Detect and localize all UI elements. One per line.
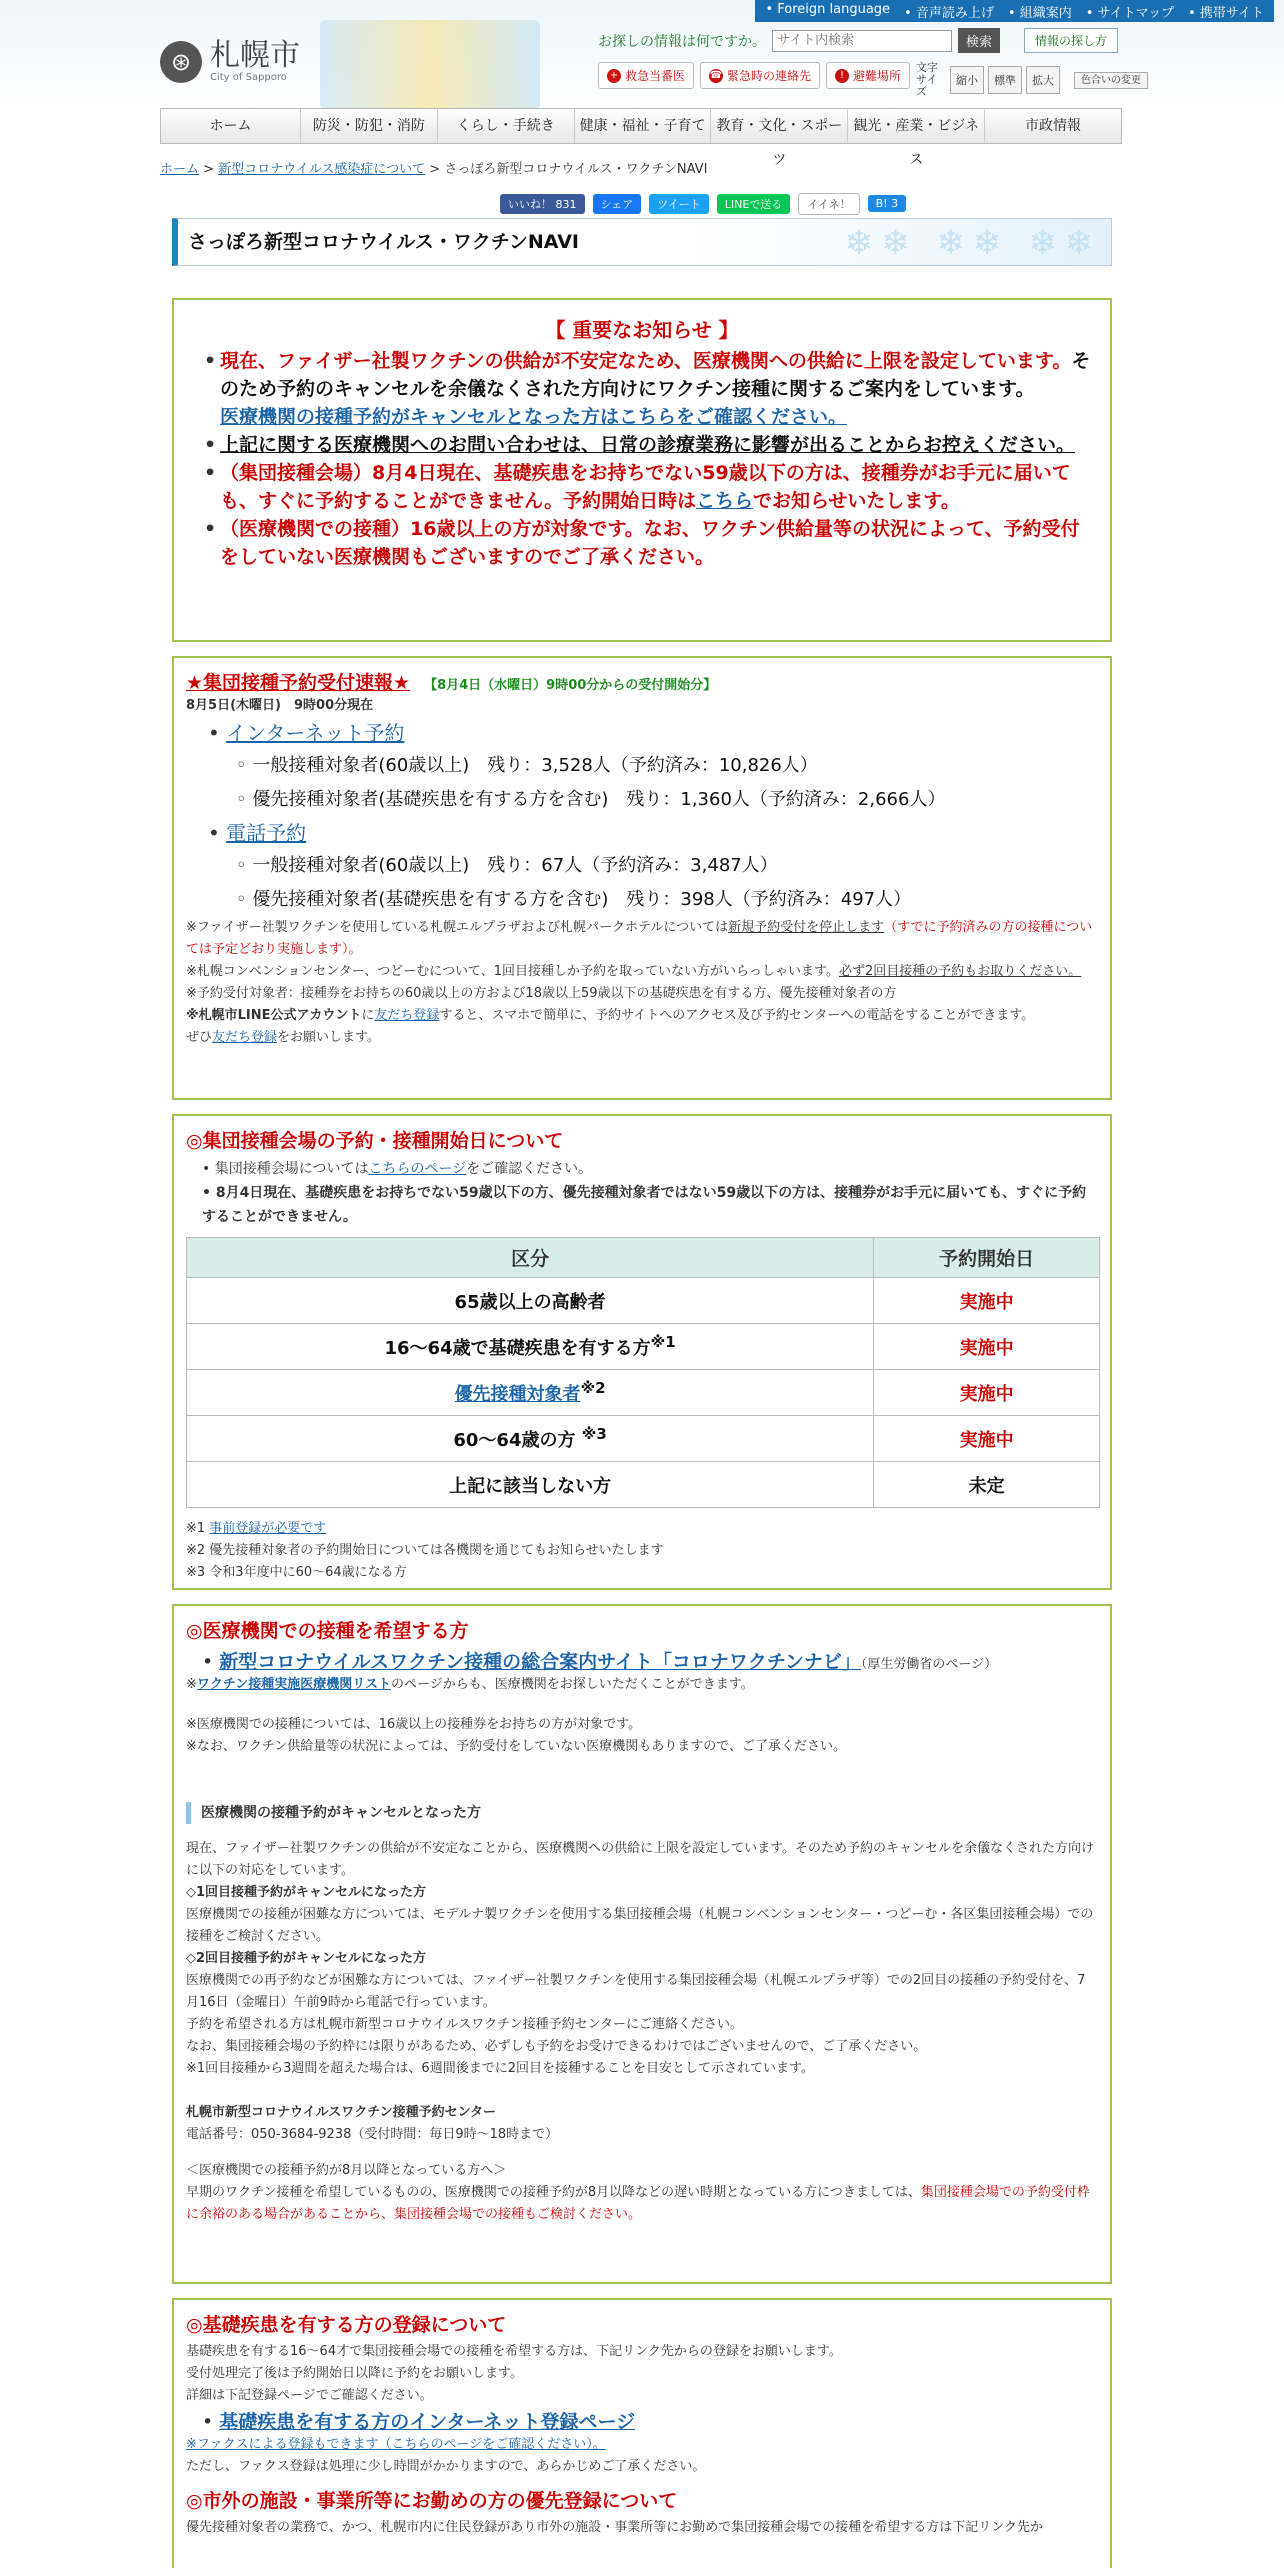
basic-text: ただし、ファクス登録は処理に少し時間がかかりますので、あらかじめご了承ください。 — [186, 2459, 706, 2474]
th-start-date: 予約開始日 — [874, 1238, 1100, 1278]
footnote: ※3 令和3年度中に60～64歳になる方 — [186, 1565, 407, 1580]
note-text: ※ — [186, 1677, 197, 1692]
basic-disease-registration — [172, 2298, 1112, 2568]
table-row — [187, 1370, 1100, 1416]
social-bar — [500, 192, 1075, 215]
note-text: （厚生労働省のページ） — [860, 1657, 998, 1672]
pre-registration-link[interactable]: 事前登録が必要です — [209, 1521, 327, 1536]
cancel-text: なお、集団接種会場の予約枠には限りがあるため、必ずしも予約をお受けできるわけではございませんので、ご了承ください。 — [186, 2039, 927, 2054]
flash-note — [186, 917, 1098, 961]
breadcrumb-sep: > — [199, 162, 219, 177]
fax-note — [186, 2434, 1098, 2456]
important-notice — [172, 298, 1112, 642]
emergency-doctor-label: 救急当番医 — [625, 69, 686, 83]
row-status: 実施中 — [874, 1370, 1100, 1416]
note-text: 新規予約受付を停止します — [728, 920, 885, 935]
line-friend-link-2[interactable]: 友だち登録 — [212, 1030, 278, 1045]
facebook-share-button[interactable]: シェア — [593, 194, 642, 214]
table-header — [187, 1238, 1100, 1278]
nav-tourism[interactable]: 観光・産業・ビジネス — [848, 109, 985, 143]
note-text: ※1 — [186, 1521, 210, 1536]
snowflake-icon: ❄❄ ❄❄ ❄❄ — [844, 223, 1101, 263]
link-mobile[interactable]: • 携帯サイト — [1188, 2, 1264, 20]
header-visual — [320, 20, 540, 110]
font-size-controls — [916, 62, 1148, 98]
table-row — [187, 1462, 1100, 1508]
logo-subtitle: City of Sapporo — [210, 72, 287, 83]
note-text: に — [361, 1008, 375, 1023]
basic-text: 優先接種対象者の業務で、かつ、札幌市内に住民登録があり市外の施設・事業所等にお勤めで集団接種会場での接種を希望する方は下記リンク先か — [186, 2520, 1043, 2535]
notice-text: （集団接種会場）8月4日現在、基礎疾患をお持ちでない59歳以下の方は、接種券がお手元に届いても、すぐに予約することができません。予約開始日時は — [220, 462, 1071, 512]
phone-reservation-link[interactable]: 電話予約 — [226, 821, 307, 845]
breadcrumb-current: さっぽろ新型コロナウイルス・ワクチンNAVI — [444, 162, 708, 177]
breadcrumb-sep: > — [425, 162, 445, 177]
list-note — [186, 1674, 1098, 1696]
tel-general: ◦ 一般接種対象者(60歳以上) 残り：67人（予約済み：3,487人） — [236, 849, 1098, 883]
nav-education[interactable]: 教育・文化・スポーツ — [711, 109, 848, 143]
flash-note: ※予約受付対象者：接種券をお持ちの60歳以上の方および18歳以上59歳以下の基礎疾患を有する方、優先接種対象者の方 — [186, 986, 897, 1001]
basic-text: 受付処理完了後は予約開始日以降に予約をお願いします。 — [186, 2366, 523, 2381]
internet-reservation-link[interactable]: インターネット予約 — [226, 721, 405, 745]
emergency-links — [598, 62, 910, 89]
flash-asof: 8月5日(木曜日) 9時00分現在 — [186, 698, 374, 713]
row-status: 実施中 — [874, 1416, 1100, 1462]
cancel-text: 医療機関での再予約などが困難な方については、ファイザー社製ワクチンを使用する集団接種会場（札幌エルプラザ等）での2回目の接種の予約受付を、7月16日（金曜日）午前9時から電話で行っています。 — [186, 1973, 1086, 2010]
link-sitemap[interactable]: • サイトマップ — [1086, 2, 1174, 20]
th-category: 区分 — [187, 1238, 874, 1278]
emergency-contact-button[interactable] — [700, 62, 820, 89]
find-info-button[interactable]: 情報の探し方 — [1024, 28, 1118, 53]
table-row — [187, 1324, 1100, 1370]
table-row — [187, 1278, 1100, 1324]
group-page-link[interactable]: こちらのページ — [368, 1161, 467, 1177]
group-bullet — [202, 1157, 1098, 1181]
row-category — [187, 1370, 874, 1416]
cancel-text: ◇2回目接種予約がキャンセルになった方 — [186, 1951, 427, 1966]
basic-text: 詳細は下記登録ページでご確認ください。 — [186, 2388, 433, 2403]
flash-note — [186, 1027, 1098, 1049]
note-text: のページからも、医療機関をお探しいただくことができます。 — [391, 1677, 754, 1692]
font-smaller-button[interactable]: 縮小 — [950, 66, 984, 94]
note-text: 必ず2回目接種の予約もお取りください。 — [838, 964, 1082, 979]
nav-disaster[interactable]: 防災・防犯・消防 — [301, 109, 438, 143]
basic-title: ◎基礎疾患を有する方の登録について — [186, 2314, 507, 2336]
line-friend-link[interactable]: 友だち登録 — [374, 1008, 440, 1023]
row-status: 実施中 — [874, 1324, 1100, 1370]
note-text: ※札幌市LINE公式アカウント — [186, 1008, 362, 1023]
emergency-contact-label: 緊急時の連絡先 — [727, 69, 812, 83]
notice-text: 上記に関する医療機関へのお問い合わせは、日常の診療業務に影響が出ることからお控えください。 — [220, 434, 1076, 456]
table-row — [187, 1416, 1100, 1462]
color-change-button[interactable]: 色合いの変更 — [1074, 72, 1148, 89]
footnote-mark: ※1 — [650, 1333, 676, 1351]
flash-start: 【8月4日（水曜日）9時00分からの受付開始分】 — [424, 678, 717, 693]
run-icon: ! — [835, 69, 849, 83]
font-standard-button[interactable]: 標準 — [988, 66, 1022, 94]
site-header — [0, 0, 1284, 110]
row-status: 未定 — [874, 1462, 1100, 1508]
note-text: 早期のワクチン接種を希望しているものの、医療機関での接種予約が8月以降などの遅い時期となっている方につきましては、 — [186, 2185, 921, 2200]
fax-registration-link[interactable]: ※ファクスによる登録もできます（こちらのページをご確認ください）。 — [186, 2437, 606, 2452]
page-title-text: さっぽろ新型コロナウイルス・ワクチンNAVI — [188, 231, 580, 253]
line-button[interactable]: LINEで送る — [717, 194, 791, 214]
note-text: 集団接種会場については — [214, 1161, 369, 1177]
registration-item: • 基礎疾患を有する方のインターネット登録ページ — [202, 2411, 636, 2433]
notice-item — [208, 431, 1098, 459]
flash-note — [186, 1005, 1098, 1027]
group-bullet: • 8月4日現在、基礎疾患をお持ちでない59歳以下の方、優先接種対象者ではない59歳以下の方は、接種券がお手元に届いても、すぐに予約することができません。 — [202, 1181, 1098, 1229]
cancel-section-title: 医療機関の接種予約がキャンセルとなった方 — [186, 1802, 1098, 1824]
tweet-button[interactable]: ツイート — [649, 194, 708, 214]
notice-text: 現在、ファイザー社製ワクチンの供給が不安定なため、医療機関への供給に上限を設定しています。 — [220, 350, 1072, 372]
row-category — [187, 1462, 874, 1508]
notice-item — [208, 347, 1098, 431]
font-larger-button[interactable]: 拡大 — [1026, 66, 1060, 94]
flash-title: ★集団接種予約受付速報★ — [186, 672, 411, 694]
footnote: ※2 優先接種対象者の予約開始日については各機関を通じてもお知らせいたします — [186, 1543, 664, 1558]
cell-text: 60～64歳の方 — [453, 1430, 582, 1451]
nav-health[interactable]: 健康・福祉・子育て — [575, 109, 712, 143]
footnote-mark: ※2 — [580, 1379, 606, 1397]
breadcrumb — [160, 158, 707, 177]
emergency-doctor-button[interactable] — [598, 62, 694, 89]
nav-living[interactable]: くらし・手続き — [438, 109, 575, 143]
cancel-text: 医療機関での接種が困難な方については、モデルナ製ワクチンを使用する集団接種会場（札幌コンベンションセンター・つどーむ・各区集団接種会場）での接種をご検討ください。 — [186, 1907, 1094, 1944]
tel-priority: ◦ 優先接種対象者(基礎疾患を有する方を含む) 残り：398人（予約済み：497人） — [236, 883, 1098, 917]
facebook-like-button[interactable]: いいね！ 831 — [500, 194, 585, 214]
note-text: ぜひ — [186, 1030, 213, 1045]
notice-text: でお知らせいたします。 — [752, 490, 960, 512]
logo-title: 札幌市 — [210, 38, 300, 73]
cancel-text: ※1回目接種から3週間を超えた場合は、6週間後までに2回目を接種することを目安として示されています。 — [186, 2061, 814, 2076]
row-category — [187, 1324, 874, 1370]
call-center-name: 札幌市新型コロナウイルスワクチン接種予約センター — [186, 2105, 497, 2120]
cancel-text: 現在、ファイザー社製ワクチンの供給が不安定なことから、医療機関への供給に上限を設定しています。そのため予約のキャンセルを余儀なくされた方向けに以下の対応をしています。 — [186, 1841, 1095, 1878]
medical-note: ※医療機関での接種については、16歳以上の接種券をお持ちの方が対象です。 — [186, 1717, 642, 1732]
after-aug-title: ＜医療機関での接種予約が8月以降となっている方へ＞ — [186, 2163, 507, 2178]
group-vaccination — [172, 1114, 1112, 1590]
cancel-text: 予約を希望される方は札幌市新型コロナウイルスワクチン接種予約センターにご連絡ください。 — [186, 2017, 744, 2032]
note-text: （すでに予約済みの方の接種については予定どおり実施します）。 — [186, 920, 1093, 957]
note-text: 集団接種会場での予約受付枠に余裕のある場合があることから、集団接種会場での接種もご検討ください。 — [186, 2185, 1090, 2222]
link-foreign-language[interactable]: • Foreign language — [765, 2, 890, 20]
breadcrumb-home[interactable]: ホーム — [160, 162, 200, 177]
footnote-mark: ※3 — [581, 1425, 607, 1443]
outside-workers-title: ◎市外の施設・事業所等にお勤めの方の優先登録について — [186, 2490, 678, 2512]
evacuation-button[interactable] — [826, 62, 910, 89]
updated-date: 更新日：2021年8月5日 — [926, 198, 1067, 213]
note-text: をご確認ください。 — [466, 1161, 593, 1177]
cancel-info-link[interactable]: 医療機関の接種予約がキャンセルとなった方はこちらをご確認ください。 — [220, 406, 848, 428]
top-links — [755, 0, 1274, 22]
net-general: ◦ 一般接種対象者(60歳以上) 残り：3,528人（予約済み：10,826人） — [236, 749, 1098, 783]
note-text: ※札幌コンベンションセンター、つどーむについて、1回目接種しか予約を取っていない方がいらっしゃいます。 — [186, 964, 839, 979]
note-text: をお願いします。 — [277, 1030, 380, 1045]
city-emblem-icon: ⊛ — [160, 41, 202, 83]
phone-reservation-item — [208, 817, 1098, 849]
vaccine-navi-link[interactable]: 新型コロナウイルスワクチン接種の総合案内サイト「コロナワクチンナビ」 — [219, 1651, 861, 1673]
notice-text: そのため予約のキャンセルを余儀なくされた方向けにワクチン接種に関するご案内をしています。 — [220, 350, 1091, 400]
note-text: ※ファイザー社製ワクチンを使用している札幌エルプラザおよび札幌パークホテルについては — [186, 920, 729, 935]
phone-icon: ☎ — [709, 69, 723, 81]
notice-text: （医療機関での接種）16歳以上の方が対象です。なお、ワクチン供給量等の状況によって、予約受付をしていない医療機関もございますのでご了承ください。 — [220, 518, 1080, 568]
evacuation-label: 避難場所 — [853, 69, 902, 83]
breadcrumb-covid[interactable]: 新型コロナウイルス感染症について — [218, 162, 426, 177]
medical-vaccination — [172, 1604, 1112, 2284]
notice-item — [208, 459, 1098, 515]
important-title: 【 重要なお知らせ 】 — [545, 318, 739, 342]
schedule-table — [186, 1237, 1100, 1508]
iine-button[interactable]: イイネ！ — [798, 193, 859, 215]
reservation-flash — [172, 656, 1112, 1100]
row-category — [187, 1278, 874, 1324]
clinic-list-link[interactable]: ワクチン接種実施医療機関リスト — [196, 1677, 391, 1692]
basic-text: 基礎疾患を有する16～64才で集団接種会場での接種を希望する方は、下記リンク先からの登録をお願いします。 — [186, 2344, 842, 2359]
net-priority: ◦ 優先接種対象者(基礎疾患を有する方を含む) 残り：1,360人（予約済み：2,666人） — [236, 783, 1098, 817]
notice-item — [208, 515, 1098, 571]
search-input[interactable] — [772, 30, 952, 52]
flash-note — [186, 961, 1098, 983]
link-voice-reading[interactable]: • 音声読み上げ — [904, 2, 994, 20]
search-label: お探しの情報は何ですか。 — [598, 33, 766, 50]
page-title — [172, 218, 1112, 266]
search-button[interactable]: 検索 — [958, 28, 1000, 53]
hatena-button[interactable]: B! 3 — [868, 195, 906, 212]
cell-text: 上記に該当しない方 — [449, 1475, 612, 1497]
medical-note: ※なお、ワクチン供給量等の状況によっては、予約受付をしていない医療機関もありますので、ご了承ください。 — [186, 1739, 846, 1754]
note-text: すると、スマホで簡単に、予約サイトへのアクセス及び予約センターへの電話をすることができます。 — [439, 1008, 1035, 1023]
priority-target-link[interactable]: 優先接種対象者 — [454, 1384, 581, 1405]
call-center-phone: 電話番号：050-3684-9238（受付時間：毎日9時～18時まで） — [186, 2127, 559, 2142]
registration-page-link[interactable]: 基礎疾患を有する方のインターネット登録ページ — [219, 2411, 636, 2433]
cancel-text: ◇1回目接種予約がキャンセルになった方 — [186, 1885, 427, 1900]
nav-city[interactable]: 市政情報 — [1025, 118, 1082, 134]
global-nav — [160, 108, 1122, 168]
footnote — [186, 1518, 1098, 1540]
cell-text: 65歳以上の高齢者 — [454, 1291, 606, 1313]
site-logo[interactable] — [160, 40, 300, 83]
medical-icon: + — [607, 69, 621, 83]
start-date-link[interactable]: こちら — [696, 490, 753, 512]
font-size-label: 文字サイズ — [916, 61, 938, 98]
medical-title: ◎医療機関での接種を希望する方 — [186, 1620, 469, 1642]
row-category — [187, 1416, 874, 1462]
nav-home[interactable]: ホーム — [161, 109, 301, 143]
row-status: 実施中 — [874, 1278, 1100, 1324]
navi-item: • 新型コロナウイルスワクチン接種の総合案内サイト「コロナワクチンナビ」（厚生労働省のページ） — [202, 1651, 998, 1673]
after-aug-text — [186, 2182, 1098, 2226]
group-title: ◎集団接種会場の予約・接種開始日について — [186, 1130, 564, 1152]
search-area — [598, 28, 1118, 53]
link-organization[interactable]: • 組織案内 — [1008, 2, 1072, 20]
internet-reservation-item — [208, 717, 1098, 749]
cell-text: 16～64歳で基礎疾患を有する方 — [384, 1338, 651, 1359]
